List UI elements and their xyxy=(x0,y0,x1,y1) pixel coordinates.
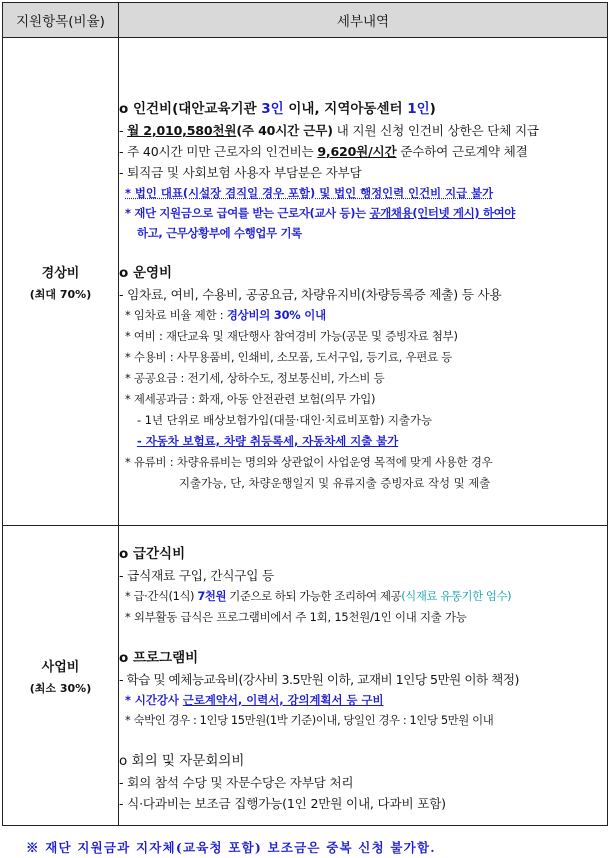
detail-line: - 식·다과비는 보조금 집행가능(1인 2만원 이내, 다과비 포함) xyxy=(119,795,446,811)
note-line: * 외부활동 급식은 프로그램비에서 주 1회, 15천원/1인 이내 지출 가능 xyxy=(125,609,467,624)
header-category: 지원항목(비율) xyxy=(3,3,119,38)
footer-note: ※ 재단 지원금과 지자체(교육청 포함) 보조금은 중복 신청 불가함. xyxy=(26,840,436,855)
note-line-continued: 하고, 근무상황부에 수행업무 기록 xyxy=(137,226,302,240)
category-cell-operating xyxy=(3,38,119,526)
section-meals xyxy=(119,544,607,628)
detail-cell-operating xyxy=(119,38,608,526)
section-personnel xyxy=(119,99,607,243)
category-name: 사업비 xyxy=(41,659,80,675)
sub-line: - 1년 단위로 배상보험가입(대물·대인·치료비포함) 지출가능 xyxy=(137,413,433,427)
sub-line: - 자동차 보험료, 차량 취등록세, 자동차세 지출 불가 xyxy=(137,434,399,448)
note-line: * 유류비 : 차량유류비는 명의와 상관없이 사업운영 목적에 맞게 사용한 경우 xyxy=(125,455,493,469)
section-program xyxy=(119,648,607,731)
section-title: o 급간식비 xyxy=(119,545,186,562)
note-line: * 제세공과금 : 화재, 아동 안전관련 보험(의무 가입) xyxy=(125,392,376,406)
category-ratio: (최소 30%) xyxy=(29,681,92,695)
detail-line: - 월 2,010,580천원(주 40시간 근무) 내 지원 신청 인건비 상한은 단체 지급 xyxy=(119,123,539,138)
detail-line: - 임차료, 여비, 수용비, 공공요금, 차량유지비(차량등록증 제출) 등 사용 xyxy=(119,287,502,302)
section-title: o 프로그램비 xyxy=(119,649,199,666)
section-title: o 회의 및 자문회의비 xyxy=(119,752,245,769)
table-header-row xyxy=(3,3,608,38)
category-name: 경상비 xyxy=(41,265,80,281)
section-title: o 운영비 xyxy=(119,265,173,281)
detail-cell-program xyxy=(119,526,608,826)
note-line-continued: 지출가능, 단, 차량운행일지 및 유류지출 증빙자료 작성 및 제출 xyxy=(179,476,491,490)
budget-guideline-table xyxy=(2,2,608,826)
note-line: * 시간강사 근로계약서, 이력서, 강의계획서 등 구비 xyxy=(125,692,384,707)
note-line: * 수용비 : 사무용품비, 인쇄비, 소모품, 도서구입, 등기료, 우편료 등 xyxy=(125,350,453,364)
category-cell-program xyxy=(3,526,119,826)
header-detail: 세부내역 xyxy=(119,3,608,38)
detail-line: - 주 40시간 미만 근로자의 인건비는 9,620원/시간 준수하여 근로계약 체결 xyxy=(119,144,528,159)
section-title: o 인건비(대안교육기관 3인 이내, 지역아동센터 1인) xyxy=(119,101,436,117)
detail-line: - 회의 참석 수당 및 자문수당은 자부담 처리 xyxy=(119,774,354,790)
note-line: * 여비 : 재단교육 및 재단행사 참여경비 가능(공문 및 증빙자료 첨부) xyxy=(125,329,458,343)
detail-line: - 퇴직금 및 사회보험 사용자 부담분은 자부담 xyxy=(119,165,362,180)
note-line: * 공공요금 : 전기세, 상하수도, 정보통신비, 가스비 등 xyxy=(125,371,385,385)
note-line: * 급·간식(1식) 7천원 기준으로 하되 가능한 조리하여 제공(식재료 유통기한 엄수) xyxy=(125,588,512,603)
table-row-operating-cost xyxy=(3,38,608,526)
detail-line: - 학습 및 예체능교육비(강사비 3.5만원 이하, 교재비 1인당 5만원 이하 책정) xyxy=(119,671,519,687)
detail-line: - 급식재료 구입, 간식구입 등 xyxy=(119,567,274,583)
note-line: * 재단 지원금으로 급여를 받는 근로자(교사 등)는 공개채용(인터넷 게시) 하여야 xyxy=(125,206,516,220)
section-meeting xyxy=(119,751,607,814)
note-line: * 법인 대표(시설장 겸직일 경우 포함) 및 법인 행정인력 인건비 지급 불가 xyxy=(125,186,494,200)
note-line: * 숙박인 경우 : 1인당 15만원(1박 기준)이내, 당일인 경우 : 1인당 5만원 이내 xyxy=(125,712,494,727)
table-row-program-cost xyxy=(3,526,608,826)
category-ratio: (최대 70%) xyxy=(29,287,92,301)
section-operating xyxy=(119,263,607,494)
note-line: * 임차료 비율 제한 : 경상비의 30% 이내 xyxy=(125,308,326,322)
